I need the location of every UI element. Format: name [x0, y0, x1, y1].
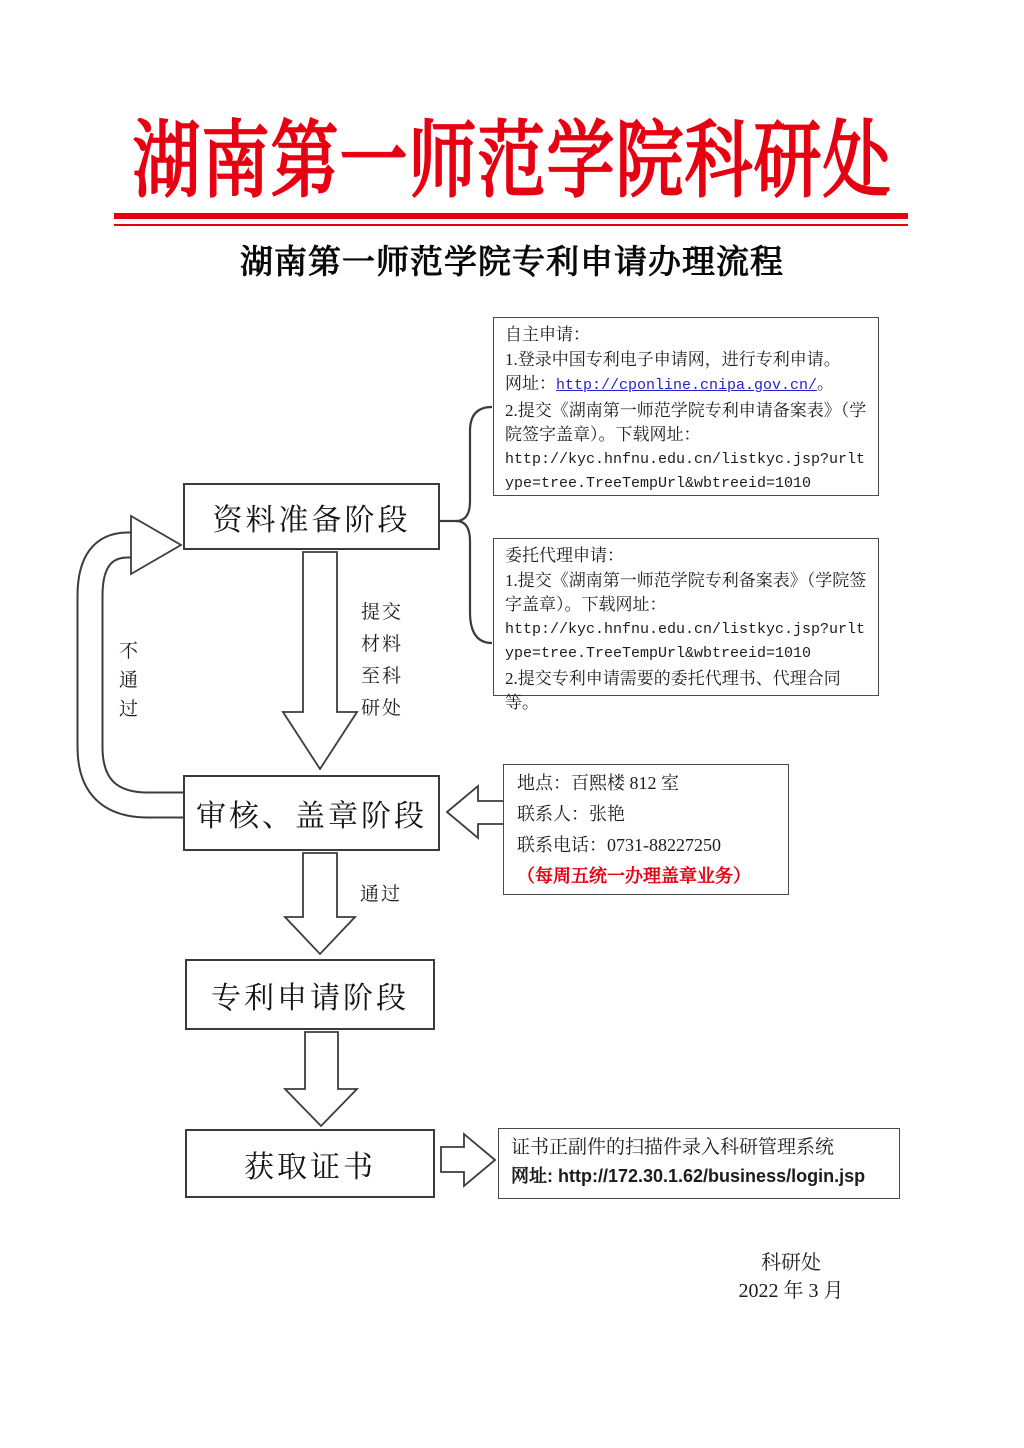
certificate-record-url: 网址: http://172.30.1.62/business/login.jsp — [511, 1166, 866, 1186]
agency-apply-step1: 1.提交《湖南第一师范学院专利备案表》（学院签字盖章）。下载网址： — [505, 570, 867, 614]
stage-apply-label: 专利申请阶段 — [211, 981, 409, 1015]
footer-signature — [651, 1249, 931, 1305]
stage-box-prepare — [183, 483, 440, 550]
self-apply-url-suffix: 。 — [817, 374, 835, 393]
contact-phone: 联系电话：0731-88227250 — [517, 835, 721, 855]
stage-box-certificate — [185, 1129, 435, 1198]
self-apply-step1: 1.登录中国专利电子申请网，进行专利申请。 — [505, 349, 841, 369]
self-apply-box — [493, 317, 879, 496]
page-title: 湖南第一师范学院专利申请办理流程 — [240, 245, 784, 281]
stage-box-apply — [185, 959, 435, 1030]
agency-apply-step2: 2.提交专利申请需要的委托代理书、代理合同等。 — [505, 668, 841, 712]
certificate-record-box — [498, 1128, 900, 1199]
self-apply-url-label: 网址： — [505, 374, 556, 393]
edge-label-pass: 通过 — [360, 884, 403, 905]
self-apply-url-line — [505, 372, 867, 399]
down-arrow-1-icon — [283, 552, 357, 769]
edge-label-fail: 不通过 — [119, 641, 139, 720]
down-arrow-3-icon — [285, 1032, 357, 1126]
stage-review-label: 审核、盖章阶段 — [196, 800, 427, 833]
contact-person: 联系人：张艳 — [517, 804, 625, 824]
self-apply-heading: 自主申请： — [505, 325, 590, 344]
down-arrow-2-icon — [285, 853, 355, 954]
org-title: 湖南第一师范学院科研处 — [132, 113, 892, 209]
agency-apply-heading: 委托代理申请： — [505, 546, 624, 565]
contact-notice: （每周五统一办理盖章业务） — [517, 866, 751, 886]
footer-department: 科研处 — [761, 1252, 821, 1274]
stage-prepare-label: 资料准备阶段 — [212, 503, 411, 537]
certificate-record-line1: 证书正副件的扫描件录入科研管理系统 — [511, 1137, 835, 1158]
agency-apply-download-url: http://kyc.hnfnu.edu.cn/listkyc.jsp?urltype=tree.TreeTempUrl&wbtreeid=1010 — [505, 620, 866, 662]
agency-apply-box — [493, 538, 879, 712]
footer-date: 2022 年 3 月 — [738, 1280, 844, 1302]
left-arrow-icon — [447, 786, 504, 838]
contact-location: 地点：百熙楼 812 室 — [517, 773, 679, 793]
stage-box-review — [183, 775, 440, 851]
feedback-arrowhead-icon — [131, 516, 181, 574]
right-arrow-icon — [441, 1134, 495, 1186]
self-apply-step2: 2.提交《湖南第一师范学院专利申请备案表》（学院签字盖章）。下载网址： — [505, 400, 867, 444]
self-apply-download-url: http://kyc.hnfnu.edu.cn/listkyc.jsp?urltype=tree.TreeTempUrl&wbtreeid=1010 — [505, 450, 866, 492]
stage-certificate-label: 获取证书 — [244, 1150, 376, 1184]
curly-brace-icon — [456, 407, 492, 643]
contact-box — [503, 764, 789, 895]
edge-label-submit-materials: 提交材料至科研处 — [361, 602, 404, 719]
cponline-link[interactable]: http://cponline.cnipa.gov.cn/ — [556, 377, 818, 394]
